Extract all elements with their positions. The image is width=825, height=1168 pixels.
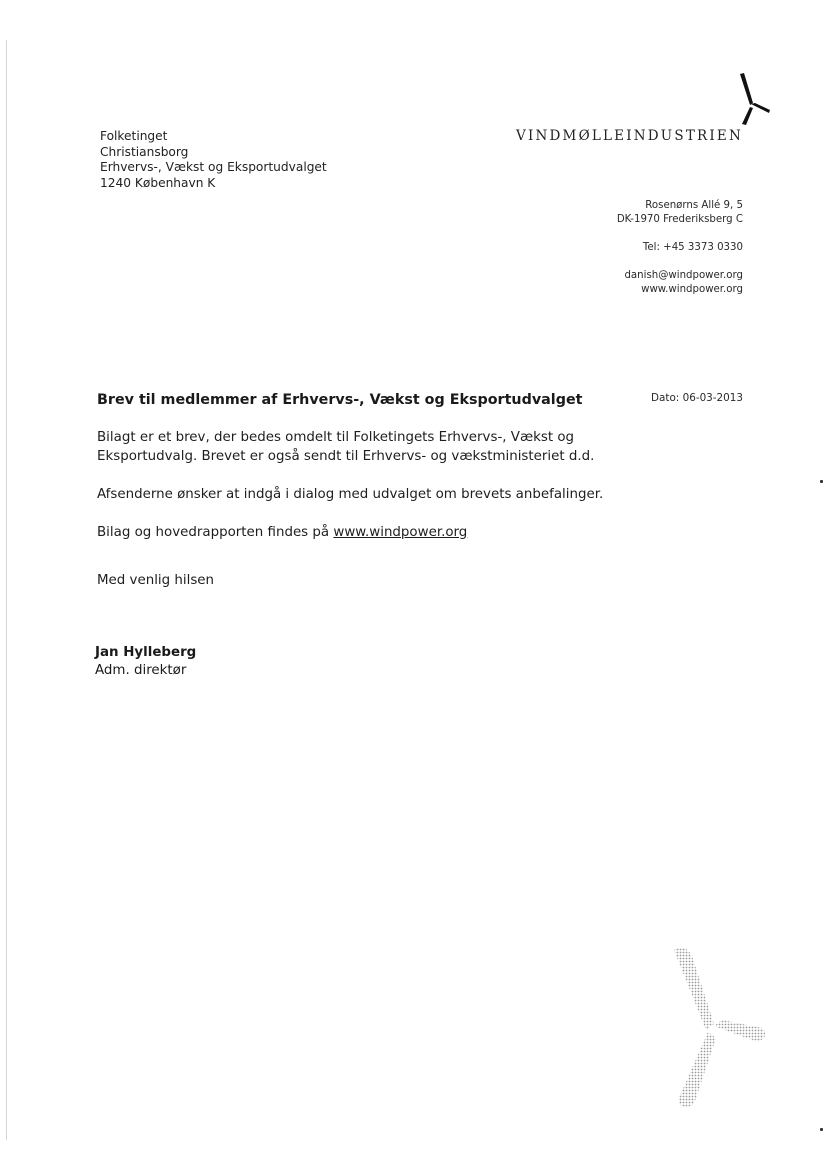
sender-street: Rosenørns Allé 9, 5 (645, 200, 743, 211)
brand-name: VINDMØLLEINDUSTRIEN (516, 128, 743, 144)
recipient-line: 1240 København K (100, 175, 216, 190)
body-paragraph: Afsenderne ønsker at indgå i dialog med udvalget om brevets anbefalinger. (97, 487, 604, 502)
sender-web: www.windpower.org (641, 284, 743, 295)
turbine-watermark-icon (652, 942, 774, 1120)
paragraph-text: Bilag og hovedrapporten findes på (97, 525, 334, 540)
recipient-address (100, 129, 327, 191)
recipient-line: Erhvervs-, Vækst og Eksportudvalget (100, 160, 327, 174)
website-link[interactable]: www.windpower.org (333, 525, 468, 540)
sender-phone: Tel: +45 3373 0330 (642, 242, 743, 253)
signer-name: Jan Hylleberg (95, 645, 197, 660)
recipient-line: Christiansborg (100, 144, 189, 159)
scan-edge-line (6, 40, 7, 1140)
closing-salutation: Med venlig hilsen (97, 573, 215, 588)
letter-body (97, 428, 607, 561)
recipient-line: Folketinget (100, 129, 168, 143)
scan-mark (820, 480, 823, 483)
body-paragraph: Bilagt er et brev, der bedes omdelt til Folketingets Erhvervs-, Vækst og Eksportudvalg. Brevet er også sendt til Erhvervs- og vækstministeriet d.d. (97, 430, 595, 464)
sender-address (617, 199, 743, 297)
letter-date: Dato: 06-03-2013 (651, 392, 743, 404)
turbine-logo-icon (734, 70, 774, 128)
sender-city: DK-1970 Frederiksberg C (616, 214, 743, 225)
signer-title: Adm. direktør (95, 663, 187, 678)
sender-email: danish@windpower.org (624, 270, 743, 281)
letter-subject: Brev til medlemmer af Erhvervs-, Vækst og Eksportudvalget (97, 392, 583, 408)
body-paragraph (97, 523, 607, 542)
scan-mark (820, 1128, 823, 1131)
signature-block (95, 644, 196, 680)
